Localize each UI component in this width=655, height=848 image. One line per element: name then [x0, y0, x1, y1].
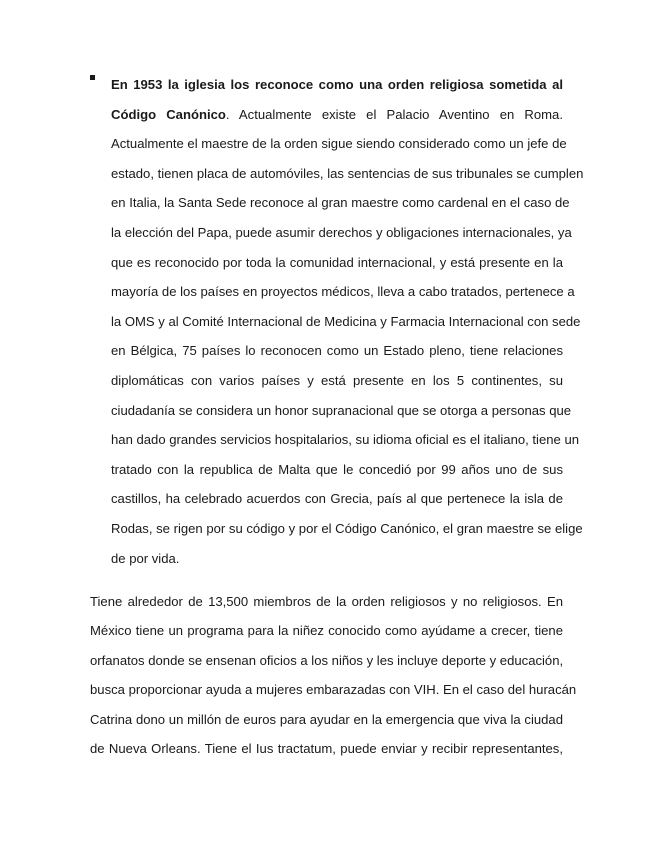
text-line [111, 277, 575, 307]
normal-text: la elección del Papa, puede asumir derechos y obligaciones internacionales, ya [111, 224, 572, 240]
text-line [111, 425, 580, 455]
normal-text: que es reconocido por toda la comunidad internacional, y está presente en la [111, 254, 563, 270]
text-line [111, 366, 563, 396]
normal-text: mayoría de los países en proyectos médicos, lleva a cabo tratados, pertenece a [111, 284, 575, 300]
text-line: Tiene alrededor de 13,500 miembros de la orden religiosos y no religiosos. En [90, 594, 563, 609]
normal-text: la OMS y al Comité Internacional de Medicina y Farmacia Internacional con sede [111, 313, 581, 329]
normal-text: ciudadanía se considera un honor supranacional que se otorga a personas que [111, 402, 572, 418]
normal-text: diplomáticas con varios países y está presente en los 5 continentes, su [111, 372, 563, 388]
bold-text: En 1953 la iglesia los reconoce como una orden religiosa sometida al [111, 77, 563, 92]
text-line [111, 455, 563, 485]
bold-text: Código Canónico [111, 106, 226, 122]
normal-text: han dado grandes servicios hospitalarios, su idioma oficial es el italiano, tiene un [111, 432, 580, 448]
normal-text: en Bélgica, 75 países lo reconocen como un Estado pleno, tiene relaciones [111, 343, 563, 359]
text-line [111, 100, 563, 130]
normal-text: de por vida. [111, 550, 180, 566]
normal-text: estado, tienen placa de automóviles, las sentencias de sus tribunales se cumplen [111, 165, 584, 181]
text-line [111, 159, 584, 189]
text-line: Catrina dono un millón de euros para ayudar en la emergencia que viva la ciudad [90, 711, 563, 727]
text-line: orfanatos donde se ensenan oficios a los niños y les incluye deporte y educación, [90, 652, 564, 668]
text-line [111, 514, 583, 544]
text-line [111, 544, 563, 574]
normal-text: tratado con la republica de Malta que le concedió por 99 años uno de sus [111, 461, 563, 477]
normal-text: Rodas, se rigen por su código y por el Código Canónico, el gran maestre se elige [111, 520, 583, 536]
text-line [111, 336, 563, 366]
bullet-paragraph [111, 70, 584, 573]
text-line [111, 188, 570, 218]
text-line [111, 396, 572, 426]
text-line [111, 484, 563, 514]
text-line: busca proporcionar ayuda a mujeres embarazadas con VIH. En el caso del huracán [90, 682, 577, 698]
text-line [111, 129, 567, 159]
text-line: México tiene un programa para la niñez conocido como ayúdame a crecer, tiene [90, 623, 563, 639]
text-line [111, 307, 581, 337]
normal-text: en Italia, la Santa Sede reconoce al gran maestre como cardenal en el caso de [111, 195, 570, 211]
body-paragraph [90, 587, 577, 763]
normal-text: . Actualmente existe el Palacio Aventino en Roma. [225, 106, 563, 122]
text-line [111, 248, 563, 278]
text-line [111, 70, 563, 100]
text-line [111, 218, 572, 248]
normal-text: Actualmente el maestre de la orden sigue siendo considerado como un jefe de [111, 136, 567, 152]
text-line: de Nueva Orleans. Tiene el Ius tractatum, puede enviar y recibir representantes, [90, 740, 563, 756]
bullet-square-icon [90, 75, 95, 80]
normal-text: castillos, ha celebrado acuerdos con Grecia, país al que pertenece la isla de [111, 491, 563, 507]
